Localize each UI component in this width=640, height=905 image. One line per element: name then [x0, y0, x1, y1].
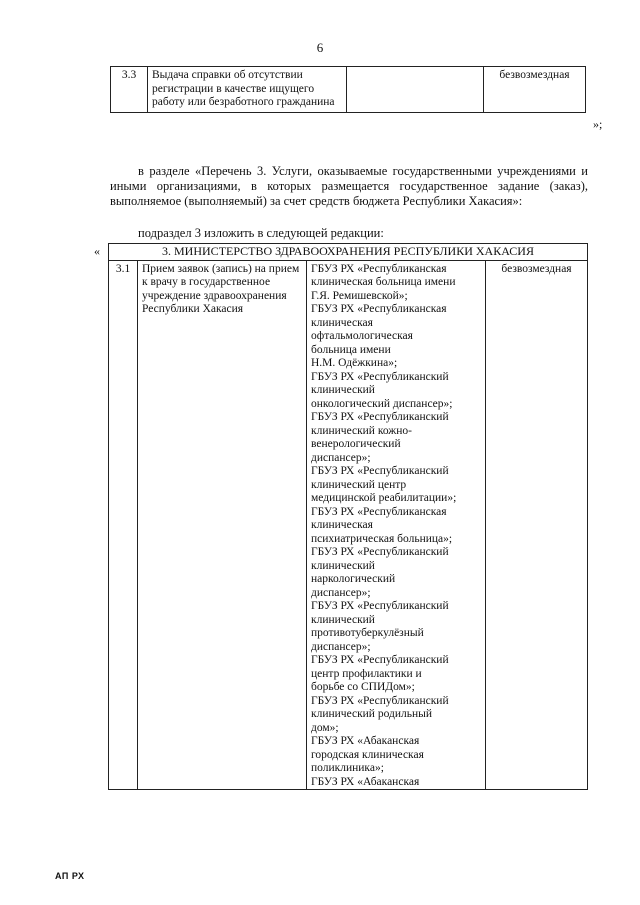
org-line: Н.М. Одёжкина»; — [311, 357, 398, 369]
closing-quote: »; — [593, 117, 603, 131]
org-line: ГБУЗ РХ «Республиканская — [311, 262, 447, 275]
org-line: Г.Я. Ремишевской»; — [311, 289, 408, 302]
org-line: ГБУЗ РХ «Республиканский — [311, 600, 449, 612]
organization-cell — [347, 67, 484, 113]
service-name: Выдача справки об отсутствии регистрации в качестве ищущего работу или безработного гражданина — [148, 67, 347, 113]
organizations-list — [307, 260, 486, 790]
org-line: клинический — [311, 384, 375, 396]
row-number: 3.1 — [109, 260, 138, 790]
org-line: центр профилактики и — [311, 667, 422, 680]
org-line: онкологический диспансер»; — [311, 397, 453, 410]
page-number: 6 — [316, 40, 324, 55]
org-line: диспансер»; — [311, 640, 371, 653]
top-table — [110, 66, 586, 113]
org-line: медицинской реабилитации»; — [311, 492, 457, 504]
opening-quote: « — [94, 244, 100, 258]
org-line: ГБУЗ РХ «Республиканская — [311, 303, 447, 315]
footer-mark: АП РХ — [55, 871, 85, 881]
org-line: ГБУЗ РХ «Абаканская — [311, 775, 420, 788]
org-line: ГБУЗ РХ «Республиканский — [311, 546, 449, 558]
org-line: дом»; — [311, 721, 339, 734]
paragraph-section-reference: в разделе «Перечень 3. Услуги, оказываемые государственными учреждениями и иными организациями, в которых размещается государственное задание (заказ), выполняемое (выполняемый) за счет средств бюджета Республики Хакасия»: — [110, 163, 588, 208]
org-line: клинический родильный — [311, 708, 433, 720]
org-line: клиническая — [311, 316, 373, 329]
service-name: Прием заявок (запись) на прием к врачу в государственное учреждение здравоохранения Республики Хакасия — [138, 260, 307, 790]
org-line: ГБУЗ РХ «Республиканский — [311, 465, 449, 477]
paragraph-subsection-instruction: подраздел 3 изложить в следующей редакции: — [138, 225, 384, 240]
org-line: ГБУЗ РХ «Республиканская — [311, 505, 447, 518]
org-line: ГБУЗ РХ «Абаканская — [311, 735, 420, 747]
org-line: больница имени — [311, 343, 391, 356]
org-line: ГБУЗ РХ «Республиканский — [311, 411, 449, 423]
org-line: психиатрическая больница»; — [311, 532, 453, 545]
org-line: ГБУЗ РХ «Республиканский — [311, 694, 449, 707]
org-line: клинический — [311, 613, 375, 626]
org-line: противотуберкулёзный — [311, 627, 424, 639]
row-number: 3.3 — [111, 67, 148, 113]
org-line: клинический центр — [311, 478, 407, 491]
fee-cell: безвозмездная — [484, 67, 586, 113]
org-line: поликлиника»; — [311, 762, 384, 774]
org-line: клинический кожно- — [311, 424, 412, 437]
section-title: 3. МИНИСТЕРСТВО ЗДРАВООХРАНЕНИЯ РЕСПУБЛИКИ ХАКАСИЯ — [109, 244, 588, 261]
org-line: диспансер»; — [311, 451, 371, 464]
org-line: клиническая — [311, 519, 373, 531]
org-line: клинический — [311, 559, 375, 572]
org-line: борьбе со СПИДом»; — [311, 681, 415, 693]
table-row — [111, 67, 586, 113]
org-line: городская клиническая — [311, 748, 424, 761]
table-row — [109, 260, 588, 790]
org-line: ГБУЗ РХ «Республиканский — [311, 370, 449, 383]
org-line: наркологический — [311, 573, 396, 585]
org-line: диспансер»; — [311, 586, 371, 599]
org-line: ГБУЗ РХ «Республиканский — [311, 654, 449, 666]
fee-cell: безвозмездная — [486, 260, 588, 790]
org-line: клиническая больница имени — [311, 276, 456, 288]
main-table — [108, 243, 588, 790]
org-line: офтальмологическая — [311, 330, 413, 342]
org-line: венерологический — [311, 438, 401, 450]
section-header-row — [109, 244, 588, 261]
